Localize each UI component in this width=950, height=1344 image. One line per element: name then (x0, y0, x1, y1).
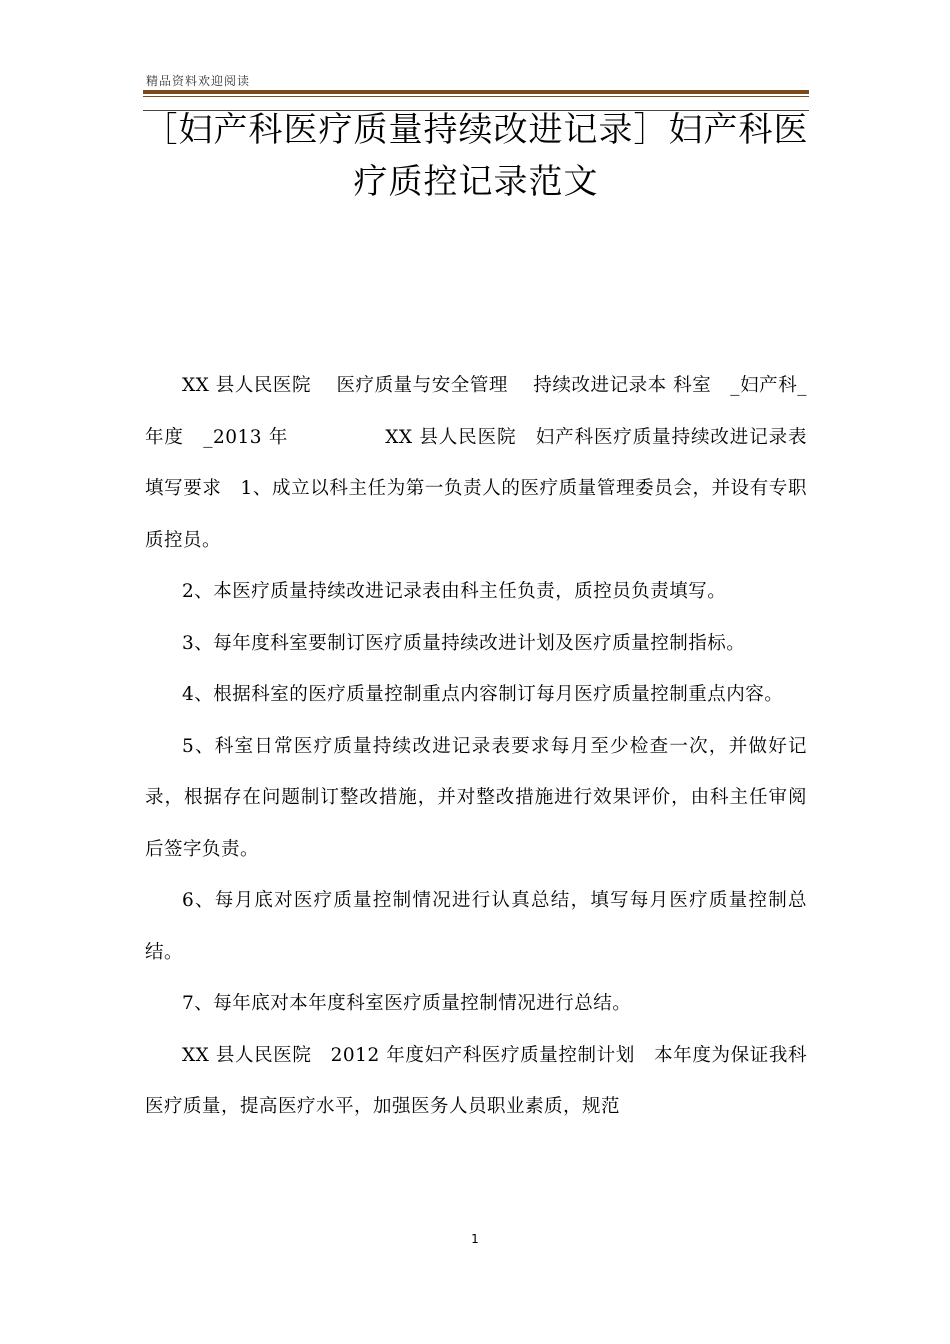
paragraph-3: 3、每年度科室要制订医疗质量持续改进计划及医疗质量控制指标。 (182, 632, 746, 654)
paragraph-6: 6、每月底对医疗质量控制情况进行认真总结，填写每月医疗质量控制总结。 (145, 890, 807, 963)
paragraph-4: 4、根据科室的医疗质量控制重点内容制订每月医疗质量控制重点内容。 (182, 684, 784, 705)
paragraph-5: 5、科室日常医疗质量持续改进记录表要求每月至少检查一次，并做好记录，根据存在问题制订整改措施，并对整改措施进行效果评价，由科主任审阅后签字负责。 (145, 735, 807, 860)
header-rule-thin (143, 96, 809, 97)
paragraph-8: XX 县人民医院 2012 年度妇产科医疗质量控制计划 本年度为保证我科医疗质量，提高医疗水平，加强医务人员职业素质，规范 (145, 1044, 807, 1117)
document-body (145, 360, 833, 1133)
document-title: ［妇产科医疗质量持续改进记录］妇产科医疗质控记录范文 (143, 110, 809, 202)
paragraph-2: 2、本医疗质量持续改进记录表由科主任负责，质控员负责填写。 (182, 581, 727, 602)
paragraph-1: XX 县人民医院 医疗质量与安全管理 持续改进记录本 科室 _妇产科_ 年度 _2013 年 XX 县人民医院 妇产科医疗质量持续改进记录表填写要求 1、成立以科主任为第一负责人的医疗质量管理委员会，并设有专职质控员。 (145, 375, 833, 551)
header-rule-thick (143, 90, 809, 94)
page-number: 1 (471, 1232, 479, 1246)
header-label: 精品资料欢迎阅读 (146, 74, 251, 88)
paragraph-7: 7、每年底对本年度科室医疗质量控制情况进行总结。 (182, 993, 632, 1014)
